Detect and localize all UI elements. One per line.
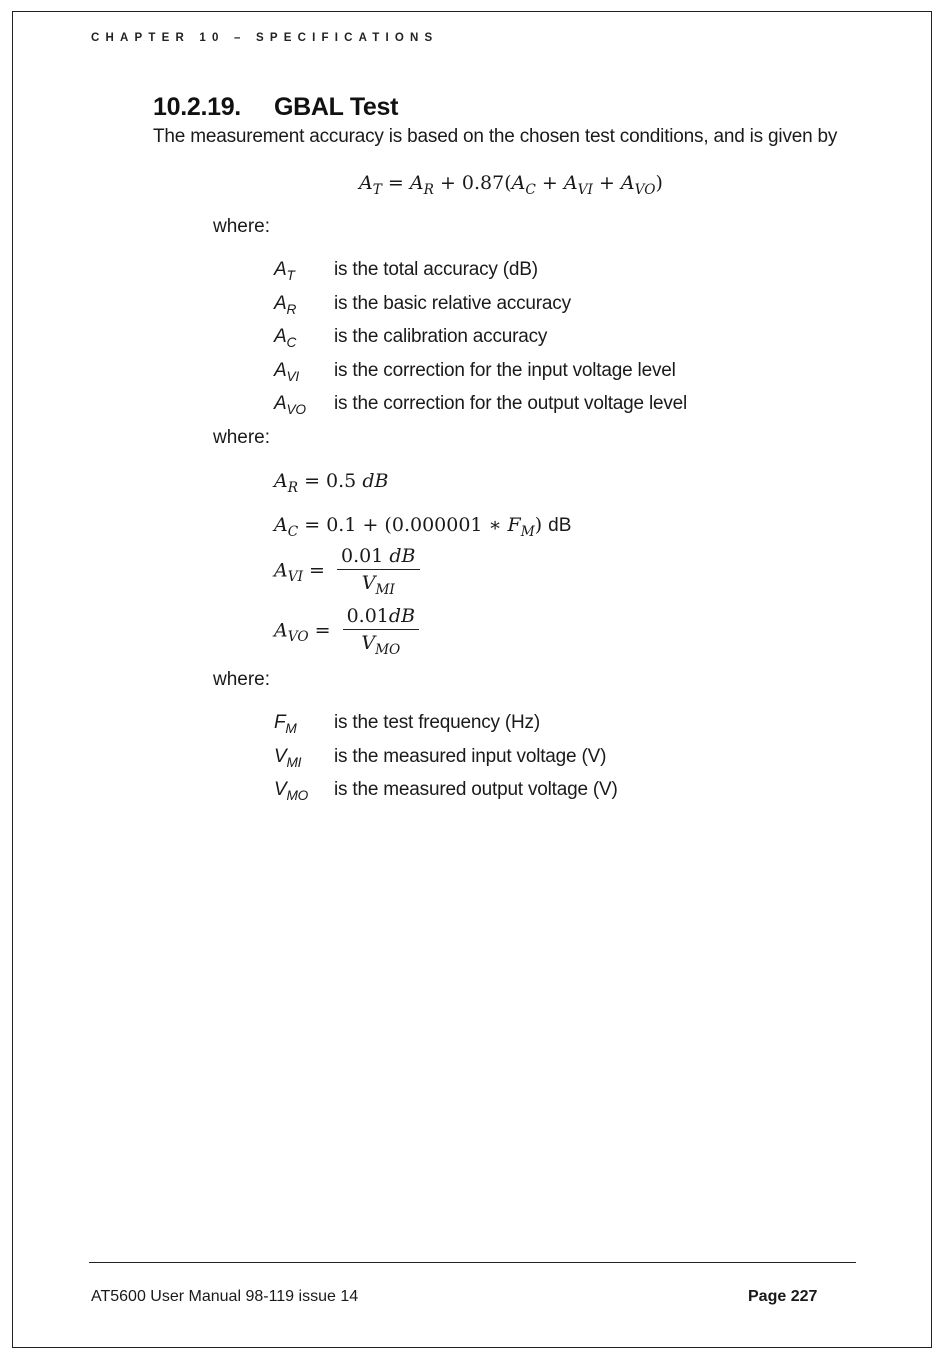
page-border [12, 11, 932, 1348]
avi-equation: $A_{VI}$ = $\frac{0.01 dB}{V_{MI}}$ [274, 545, 420, 598]
avi-fraction: $\frac{0.01 dB}{V_{MI}}$ [337, 545, 419, 598]
definition-text: is the calibration accuracy [334, 326, 548, 347]
where-label-2: where: [213, 427, 271, 448]
definition-text: is the measured output voltage (V) [334, 779, 618, 800]
avo-fraction: $\frac{0.01dB}{V_{MO}}$ [343, 605, 419, 658]
footer-page-number: Page 227 [748, 1288, 818, 1305]
footer-divider [89, 1262, 856, 1263]
section-heading [153, 93, 398, 122]
ac-equation: $A_C = 0.1 + (0.000001$ ∗ $F_M$) dB [274, 514, 572, 540]
definition-symbol: $A_{VO}$ [274, 393, 306, 417]
definition-symbol: $A_{VI}$ [274, 360, 300, 384]
definition-text: is the basic relative accuracy [334, 293, 571, 314]
definition-symbol: $A_T$ [274, 259, 295, 283]
chapter-header: CHAPTER 10 – SPECIFICATIONS [91, 32, 439, 44]
ar-equation: $A_R = 0.5$ dB [274, 470, 389, 496]
definition-text: is the test frequency (Hz) [334, 712, 540, 733]
intro-paragraph: The measurement accuracy is based on the chosen test conditions, and is given by [153, 126, 838, 147]
definition-text: is the correction for the input voltage level [334, 360, 676, 381]
definition-symbol: $A_C$ [274, 326, 297, 350]
total-accuracy-formula: $A_T = A_R + 0.87(A_C + A_{VI} + A_{VO})$ [359, 172, 663, 198]
where-label-1: where: [213, 216, 271, 237]
definition-symbol: $F_M$ [274, 712, 297, 736]
section-title: GBAL Test [274, 93, 399, 121]
section-number: 10.2.19. [153, 93, 241, 121]
avo-equation: $A_{VO}$ = $\frac{0.01dB}{V_{MO}}$ [274, 605, 419, 658]
definition-symbol: $V_{MO}$ [274, 779, 309, 803]
definition-text: is the correction for the output voltage level [334, 393, 688, 414]
definition-symbol: $V_{MI}$ [274, 746, 302, 770]
definition-symbol: $A_R$ [274, 293, 297, 317]
where-label-3: where: [213, 669, 271, 690]
footer-document-title: AT5600 User Manual 98-119 issue 14 [91, 1288, 359, 1305]
definition-text: is the measured input voltage (V) [334, 746, 607, 767]
definition-text: is the total accuracy (dB) [334, 259, 538, 280]
